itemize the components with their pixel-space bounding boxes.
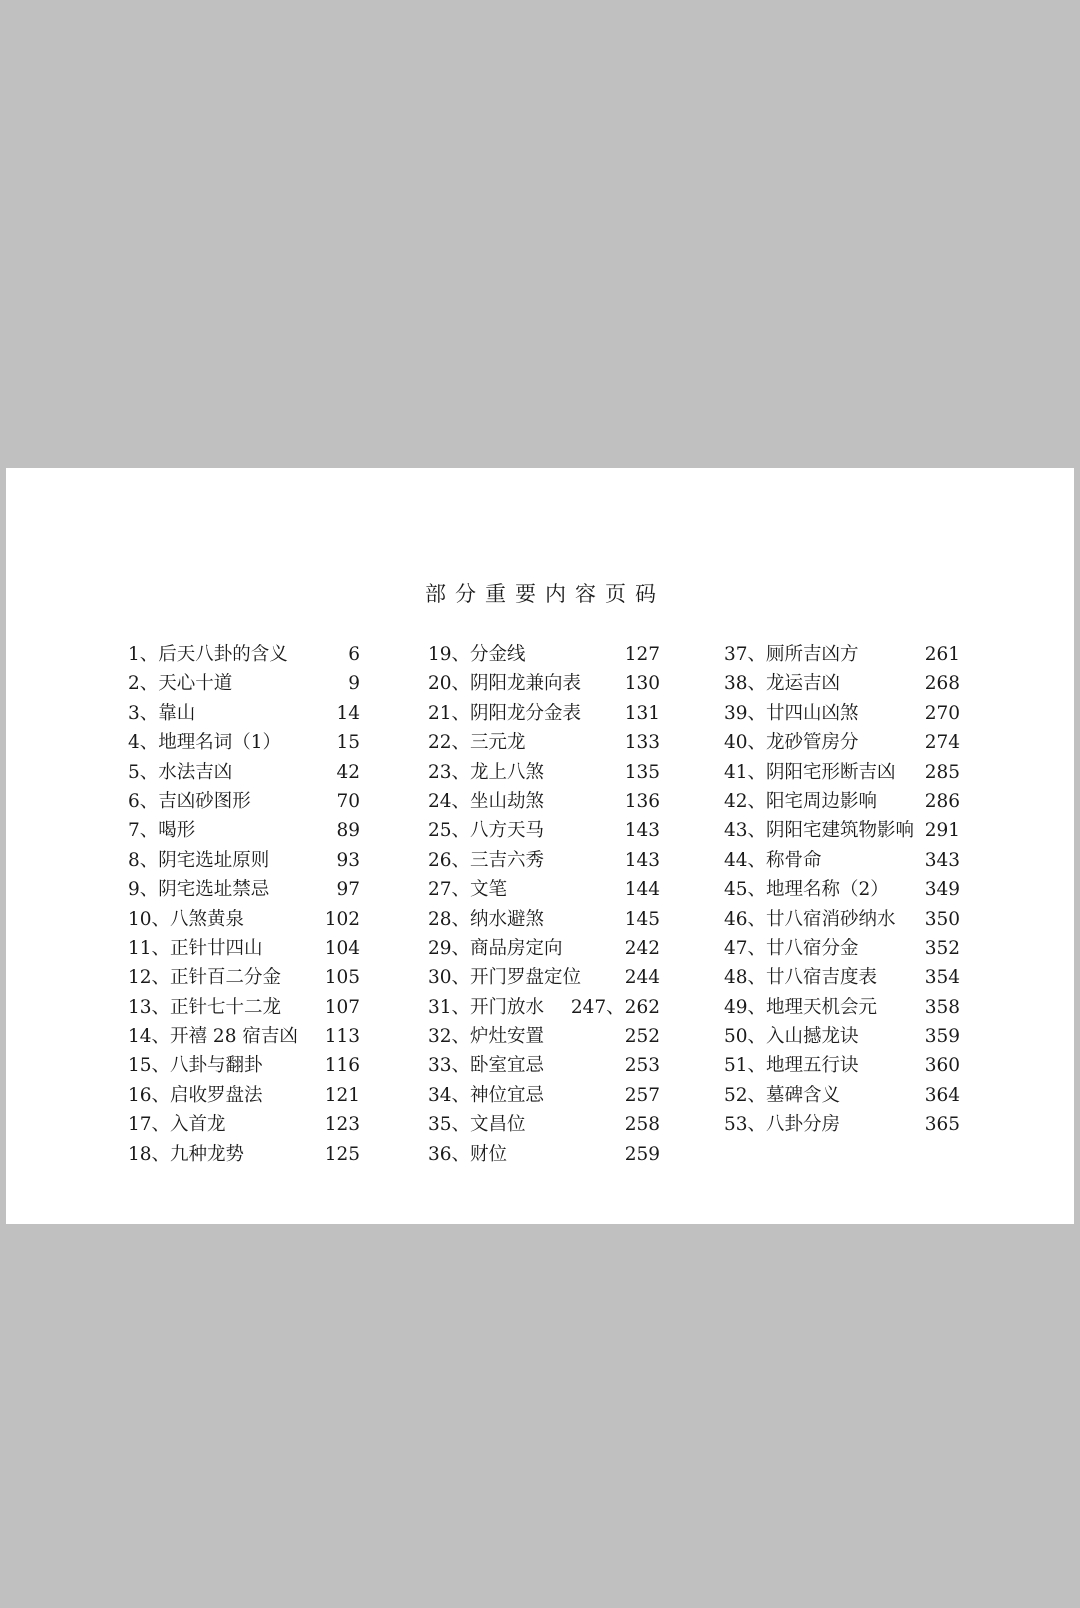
toc-entry [724, 908, 960, 937]
toc-entry-label: 19、分金线 [428, 644, 526, 665]
toc-entry-page-number: 42 [336, 761, 360, 783]
toc-entry [724, 849, 960, 878]
toc-entry-page-number: 258 [624, 1114, 660, 1136]
toc-entry-label: 6、吉凶砂图形 [128, 790, 251, 812]
toc-entry-page-number: 364 [924, 1084, 960, 1106]
toc-entry [128, 908, 360, 937]
toc-entry-page-number: 93 [336, 849, 360, 871]
toc-entry-page-number: 127 [624, 644, 660, 665]
toc-entry-page-number: 144 [624, 879, 660, 901]
toc-entry-page-number: 143 [624, 849, 660, 871]
toc-entry [128, 996, 360, 1025]
toc-entry-page-number: 359 [924, 1026, 960, 1048]
toc-entry [428, 849, 660, 878]
toc-entry [128, 937, 360, 966]
toc-entry-label: 5、水法吉凶 [128, 761, 233, 783]
toc-entry-label: 13、正针七十二龙 [128, 996, 282, 1018]
toc-entry-page-number: 130 [624, 673, 660, 695]
toc-entry-page-number: 136 [624, 790, 660, 812]
toc-entry-label: 12、正针百二分金 [128, 967, 282, 989]
toc-entry [428, 908, 660, 937]
toc-entry-page-number: 252 [624, 1026, 660, 1048]
toc-entry-label: 23、龙上八煞 [428, 761, 545, 783]
toc-entry [128, 672, 360, 701]
toc-entry [724, 819, 960, 848]
toc-entry [428, 672, 660, 701]
toc-entry [724, 1054, 960, 1083]
toc-entry-page-number: 343 [924, 849, 960, 871]
toc-entry-label: 52、墓碑含义 [724, 1084, 841, 1106]
toc-column-1 [128, 643, 360, 1172]
toc-entry-page-number: 291 [924, 820, 960, 842]
toc-entry-page-number: 350 [924, 908, 960, 930]
toc-entry-label: 25、八方天马 [428, 820, 545, 842]
toc-entry [724, 878, 960, 907]
toc-entry-label: 4、地理名词（1） [128, 732, 282, 754]
toc-entry [128, 1054, 360, 1083]
toc-entry-label: 46、廿八宿消砂纳水 [724, 908, 896, 930]
toc-entry [724, 643, 960, 672]
toc-entry-page-number: 102 [324, 908, 360, 930]
toc-entry [428, 1084, 660, 1113]
toc-column-2 [428, 643, 660, 1172]
toc-entry-page-number: 261 [924, 644, 960, 665]
toc-entry-label: 29、商品房定向 [428, 937, 563, 959]
toc-entry-label: 32、炉灶安置 [428, 1026, 545, 1048]
toc-entry [724, 966, 960, 995]
toc-entry-page-number: 354 [924, 967, 960, 989]
toc-entry-label: 38、龙运吉凶 [724, 673, 841, 695]
toc-entry-label: 35、文昌位 [428, 1114, 526, 1136]
toc-entry-label: 53、八卦分房 [724, 1114, 841, 1136]
toc-entry-page-number: 89 [336, 820, 360, 842]
toc-entry-page-number: 121 [324, 1084, 360, 1106]
toc-entry-page-number: 131 [624, 702, 660, 724]
toc-entry-label: 44、称骨命 [724, 849, 822, 871]
toc-entry-label: 11、正针廿四山 [128, 937, 263, 959]
toc-entry-label: 15、八卦与翻卦 [128, 1055, 263, 1077]
toc-entry [128, 1113, 360, 1142]
toc-entry-label: 17、入首龙 [128, 1114, 226, 1136]
toc-entry-label: 36、财位 [428, 1143, 508, 1165]
toc-entry-label: 37、厕所吉凶方 [724, 644, 859, 665]
toc-entry-label: 27、文笔 [428, 879, 508, 901]
toc-entry-page-number: 143 [624, 820, 660, 842]
toc-entry-page-number: 15 [336, 732, 360, 754]
toc-entry-page-number: 360 [924, 1055, 960, 1077]
toc-entry [428, 819, 660, 848]
toc-entry-page-number: 135 [624, 761, 660, 783]
toc-entry-label: 20、阴阳龙兼向表 [428, 673, 582, 695]
toc-entry-page-number: 107 [324, 996, 360, 1018]
toc-entry-label: 49、地理天机会元 [724, 996, 878, 1018]
toc-entry-label: 31、开门放水 [428, 996, 545, 1018]
toc-entry [428, 643, 660, 672]
toc-entry [724, 761, 960, 790]
toc-entry [128, 1084, 360, 1113]
toc-entry-label: 9、阴宅选址禁忌 [128, 879, 270, 901]
toc-entry-label: 1、后天八卦的含义 [128, 644, 288, 665]
toc-entry [128, 849, 360, 878]
toc-entry-page-number: 286 [924, 790, 960, 812]
toc-entry-label: 24、坐山劫煞 [428, 790, 545, 812]
toc-entry [128, 1025, 360, 1054]
toc-entry-page-number: 268 [924, 673, 960, 695]
toc-entry-page-number: 133 [624, 732, 660, 754]
toc-entry [428, 761, 660, 790]
toc-entry [428, 731, 660, 760]
toc-entry [428, 1113, 660, 1142]
toc-entry-page-number: 274 [924, 732, 960, 754]
toc-entry-label: 2、天心十道 [128, 673, 233, 695]
toc-entry [724, 702, 960, 731]
toc-entry-label: 48、廿八宿吉度表 [724, 967, 878, 989]
toc-entry-label: 47、廿八宿分金 [724, 937, 859, 959]
toc-entry [428, 1025, 660, 1054]
toc-entry-label: 21、阴阳龙分金表 [428, 702, 582, 724]
toc-entry [128, 966, 360, 995]
toc-entry-label: 39、廿四山凶煞 [724, 702, 859, 724]
toc-entry [428, 937, 660, 966]
toc-entry [724, 996, 960, 1025]
toc-entry-label: 41、阴阳宅形断吉凶 [724, 761, 896, 783]
toc-entry-label: 22、三元龙 [428, 732, 526, 754]
toc-entry-label: 51、地理五行诀 [724, 1055, 859, 1077]
toc-entry [724, 1025, 960, 1054]
toc-entry [724, 731, 960, 760]
toc-entry-page-number: 145 [624, 908, 660, 930]
toc-entry-label: 45、地理名称（2） [724, 879, 889, 901]
toc-entry-label: 16、启收罗盘法 [128, 1084, 263, 1106]
toc-entry-label: 42、阳宅周边影响 [724, 790, 878, 812]
toc-entry-label: 30、开门罗盘定位 [428, 967, 582, 989]
toc-entry-label: 40、龙砂管房分 [724, 732, 859, 754]
toc-entry [428, 1054, 660, 1083]
toc-entry-page-number: 123 [324, 1114, 360, 1136]
toc-entry [724, 790, 960, 819]
toc-entry-page-number: 125 [324, 1143, 360, 1165]
toc-entry-label: 26、三吉六秀 [428, 849, 545, 871]
toc-entry-label: 28、纳水避煞 [428, 908, 545, 930]
toc-entry-page-number: 352 [924, 937, 960, 959]
toc-entry-label: 7、喝形 [128, 820, 196, 842]
toc-entry [128, 643, 360, 672]
toc-entry-page-number: 97 [336, 879, 360, 901]
toc-entry-label: 14、开禧 28 宿吉凶 [128, 1026, 298, 1048]
toc-entry-page-number: 285 [924, 761, 960, 783]
toc-entry [128, 702, 360, 731]
toc-entry [428, 996, 660, 1025]
toc-entry [428, 702, 660, 731]
toc-entry [128, 1143, 360, 1172]
toc-entry-page-number: 358 [924, 996, 960, 1018]
page-title: 部分重要内容页码 [425, 582, 665, 606]
toc-entry-page-number: 104 [324, 937, 360, 959]
toc-entry-page-number: 6 [348, 644, 360, 665]
toc-entry-label: 43、阴阳宅建筑物影响 [724, 820, 915, 842]
toc-entry [428, 1143, 660, 1172]
toc-entry-label: 3、靠山 [128, 702, 196, 724]
toc-entry-label: 8、阴宅选址原则 [128, 849, 270, 871]
toc-entry-page-number: 105 [324, 967, 360, 989]
toc-entry-page-number: 14 [336, 702, 360, 724]
toc-entry-page-number: 253 [624, 1055, 660, 1077]
toc-entry [128, 761, 360, 790]
toc-entry-label: 18、九种龙势 [128, 1143, 245, 1165]
toc-entry-page-number: 259 [624, 1143, 660, 1165]
toc-column-3 [724, 643, 960, 1143]
toc-entry-page-number: 365 [924, 1114, 960, 1136]
toc-entry-label: 10、八煞黄泉 [128, 908, 245, 930]
toc-entry-page-number: 9 [348, 673, 360, 695]
toc-entry-page-number: 113 [324, 1026, 360, 1048]
toc-entry [428, 790, 660, 819]
toc-entry-page-number: 244 [624, 967, 660, 989]
toc-entry-label: 34、神位宜忌 [428, 1084, 545, 1106]
toc-entry-page-number: 257 [624, 1084, 660, 1106]
toc-entry [724, 672, 960, 701]
toc-entry-label: 50、入山撼龙诀 [724, 1026, 859, 1048]
toc-entry [428, 966, 660, 995]
toc-entry-page-number: 70 [336, 790, 360, 812]
toc-entry [128, 731, 360, 760]
toc-entry [428, 878, 660, 907]
toc-entry-label: 33、卧室宜忌 [428, 1055, 545, 1077]
toc-entry [724, 937, 960, 966]
toc-entry [128, 790, 360, 819]
document-page [6, 468, 1074, 1224]
toc-entry [128, 878, 360, 907]
toc-entry-page-number: 116 [324, 1055, 360, 1077]
toc-entry-page-number: 247、262 [570, 996, 660, 1018]
toc-entry-page-number: 349 [924, 879, 960, 901]
toc-entry [724, 1084, 960, 1113]
toc-entry [724, 1113, 960, 1142]
toc-entry [128, 819, 360, 848]
toc-entry-page-number: 270 [924, 702, 960, 724]
toc-entry-page-number: 242 [624, 937, 660, 959]
